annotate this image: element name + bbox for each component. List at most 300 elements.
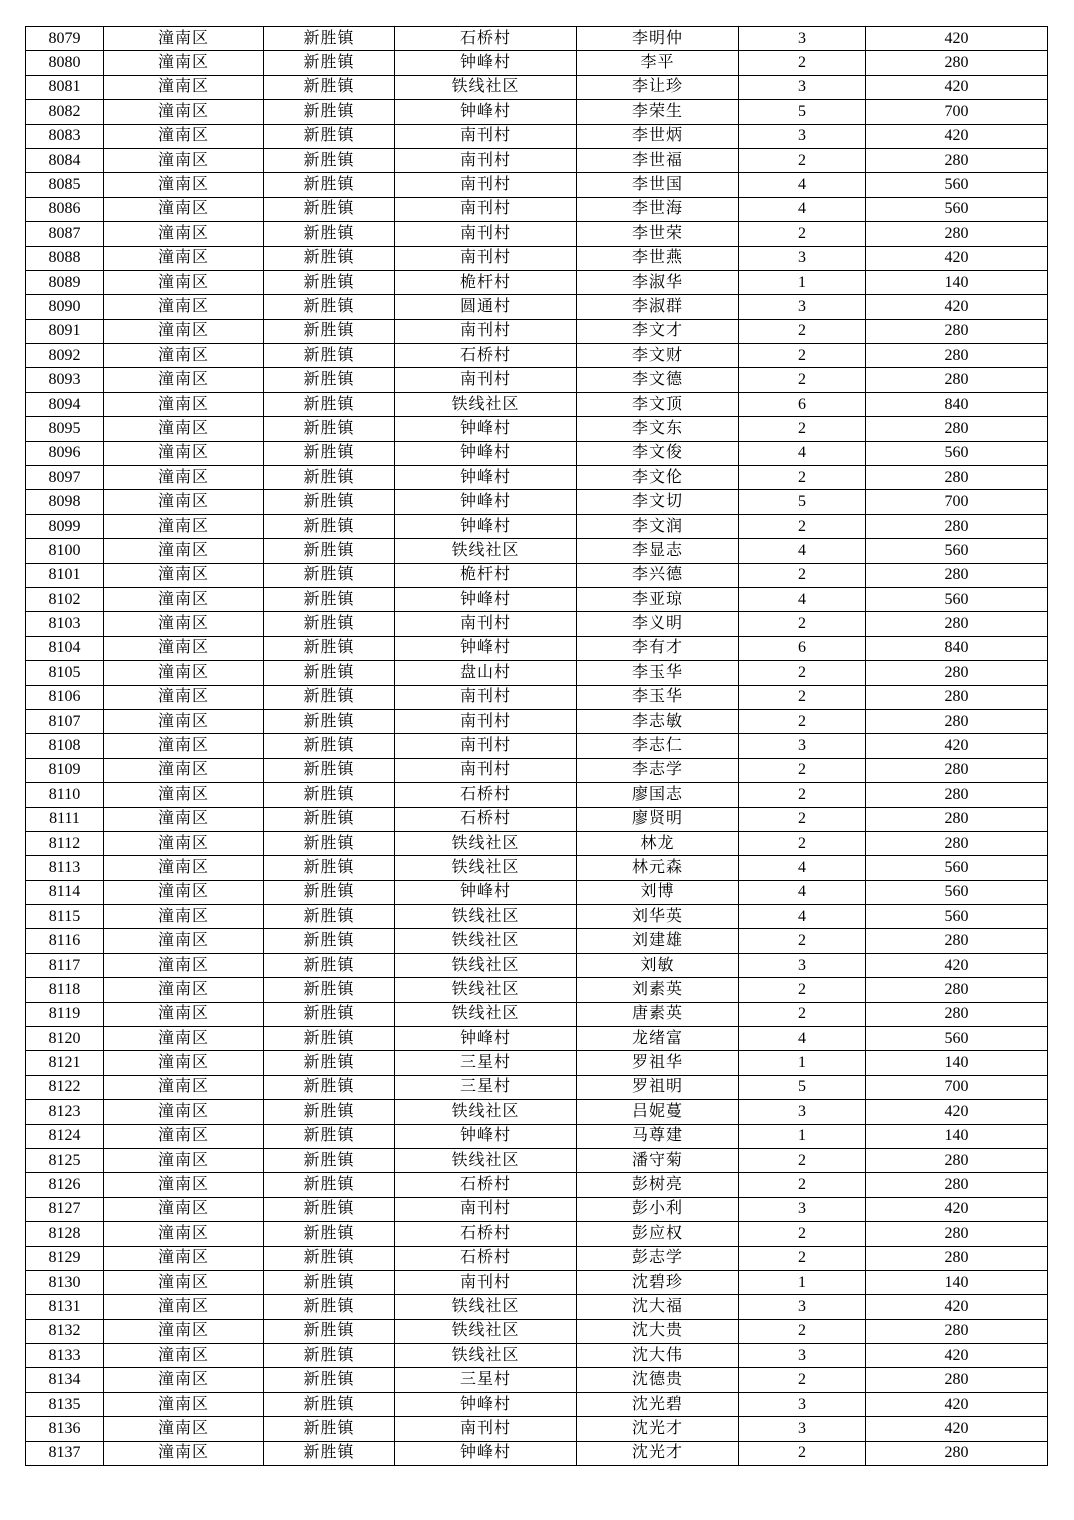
- town-cell: 新胜镇: [264, 392, 395, 416]
- household-count-cell: 3: [739, 1295, 866, 1319]
- person-name-cell: 沈大贵: [577, 1319, 739, 1343]
- village-cell: 石桥村: [395, 1246, 577, 1270]
- person-name-cell: 沈大福: [577, 1295, 739, 1319]
- row-number-cell: 8134: [26, 1368, 104, 1392]
- row-number-cell: 8117: [26, 953, 104, 977]
- household-count-cell: 2: [739, 466, 866, 490]
- row-number-cell: 8103: [26, 612, 104, 636]
- village-cell: 南刊村: [395, 685, 577, 709]
- table-row: [26, 709, 1048, 733]
- amount-cell: 420: [866, 734, 1048, 758]
- amount-cell: 280: [866, 563, 1048, 587]
- village-cell: 钟峰村: [395, 417, 577, 441]
- village-cell: 桅杆村: [395, 270, 577, 294]
- table-row: [26, 246, 1048, 270]
- household-count-cell: 3: [739, 1392, 866, 1416]
- district-cell: 潼南区: [104, 222, 264, 246]
- amount-cell: 560: [866, 587, 1048, 611]
- town-cell: 新胜镇: [264, 27, 395, 51]
- household-count-cell: 2: [739, 978, 866, 1002]
- table-row: [26, 1173, 1048, 1197]
- row-number-cell: 8089: [26, 270, 104, 294]
- amount-cell: 140: [866, 270, 1048, 294]
- town-cell: 新胜镇: [264, 1173, 395, 1197]
- household-count-cell: 1: [739, 270, 866, 294]
- person-name-cell: 林元森: [577, 856, 739, 880]
- row-number-cell: 8107: [26, 709, 104, 733]
- village-cell: 铁线社区: [395, 978, 577, 1002]
- village-cell: 钟峰村: [395, 1124, 577, 1148]
- row-number-cell: 8102: [26, 587, 104, 611]
- table-row: [26, 905, 1048, 929]
- district-cell: 潼南区: [104, 51, 264, 75]
- table-row: [26, 953, 1048, 977]
- person-name-cell: 李有才: [577, 636, 739, 660]
- district-cell: 潼南区: [104, 148, 264, 172]
- person-name-cell: 李亚琼: [577, 587, 739, 611]
- household-count-cell: 2: [739, 222, 866, 246]
- household-count-cell: 3: [739, 124, 866, 148]
- village-cell: 石桥村: [395, 344, 577, 368]
- village-cell: 盘山村: [395, 661, 577, 685]
- household-count-cell: 3: [739, 246, 866, 270]
- town-cell: 新胜镇: [264, 1270, 395, 1294]
- household-count-cell: 4: [739, 441, 866, 465]
- table-row: [26, 392, 1048, 416]
- amount-cell: 140: [866, 1124, 1048, 1148]
- row-number-cell: 8090: [26, 295, 104, 319]
- row-number-cell: 8136: [26, 1417, 104, 1441]
- district-cell: 潼南区: [104, 1027, 264, 1051]
- household-count-cell: 2: [739, 831, 866, 855]
- person-name-cell: 刘建雄: [577, 929, 739, 953]
- town-cell: 新胜镇: [264, 1222, 395, 1246]
- amount-cell: 280: [866, 1246, 1048, 1270]
- row-number-cell: 8105: [26, 661, 104, 685]
- table-row: [26, 490, 1048, 514]
- row-number-cell: 8099: [26, 514, 104, 538]
- row-number-cell: 8098: [26, 490, 104, 514]
- district-cell: 潼南区: [104, 441, 264, 465]
- town-cell: 新胜镇: [264, 953, 395, 977]
- district-cell: 潼南区: [104, 246, 264, 270]
- amount-cell: 420: [866, 124, 1048, 148]
- row-number-cell: 8132: [26, 1319, 104, 1343]
- amount-cell: 280: [866, 1368, 1048, 1392]
- district-cell: 潼南区: [104, 734, 264, 758]
- row-number-cell: 8101: [26, 563, 104, 587]
- row-number-cell: 8112: [26, 831, 104, 855]
- town-cell: 新胜镇: [264, 441, 395, 465]
- table-row: [26, 1417, 1048, 1441]
- household-count-cell: 3: [739, 1197, 866, 1221]
- person-name-cell: 李文财: [577, 344, 739, 368]
- person-name-cell: 沈大伟: [577, 1344, 739, 1368]
- table-row: [26, 173, 1048, 197]
- table-row: [26, 344, 1048, 368]
- row-number-cell: 8083: [26, 124, 104, 148]
- table-row: [26, 1246, 1048, 1270]
- row-number-cell: 8118: [26, 978, 104, 1002]
- household-count-cell: 2: [739, 514, 866, 538]
- amount-cell: 420: [866, 27, 1048, 51]
- table-row: [26, 807, 1048, 831]
- district-cell: 潼南区: [104, 612, 264, 636]
- household-count-cell: 5: [739, 490, 866, 514]
- row-number-cell: 8108: [26, 734, 104, 758]
- table-row: [26, 856, 1048, 880]
- amount-cell: 420: [866, 1197, 1048, 1221]
- household-count-cell: 2: [739, 1002, 866, 1026]
- town-cell: 新胜镇: [264, 856, 395, 880]
- amount-cell: 280: [866, 685, 1048, 709]
- person-name-cell: 李志敏: [577, 709, 739, 733]
- district-cell: 潼南区: [104, 856, 264, 880]
- village-cell: 南刊村: [395, 1197, 577, 1221]
- district-cell: 潼南区: [104, 1222, 264, 1246]
- household-count-cell: 2: [739, 1319, 866, 1343]
- table-row: [26, 100, 1048, 124]
- village-cell: 钟峰村: [395, 514, 577, 538]
- amount-cell: 280: [866, 51, 1048, 75]
- village-cell: 南刊村: [395, 319, 577, 343]
- row-number-cell: 8106: [26, 685, 104, 709]
- town-cell: 新胜镇: [264, 636, 395, 660]
- household-count-cell: 4: [739, 856, 866, 880]
- amount-cell: 560: [866, 1027, 1048, 1051]
- village-cell: 钟峰村: [395, 1027, 577, 1051]
- household-count-cell: 2: [739, 1246, 866, 1270]
- amount-cell: 420: [866, 1100, 1048, 1124]
- district-cell: 潼南区: [104, 1295, 264, 1319]
- amount-cell: 280: [866, 1222, 1048, 1246]
- row-number-cell: 8097: [26, 466, 104, 490]
- table-row: [26, 197, 1048, 221]
- roster-table-body: [26, 27, 1048, 1466]
- district-cell: 潼南区: [104, 563, 264, 587]
- amount-cell: 840: [866, 636, 1048, 660]
- table-row: [26, 1100, 1048, 1124]
- town-cell: 新胜镇: [264, 148, 395, 172]
- person-name-cell: 李显志: [577, 539, 739, 563]
- town-cell: 新胜镇: [264, 1197, 395, 1221]
- person-name-cell: 李文德: [577, 368, 739, 392]
- table-row: [26, 1075, 1048, 1099]
- amount-cell: 140: [866, 1270, 1048, 1294]
- person-name-cell: 李世国: [577, 173, 739, 197]
- table-row: [26, 978, 1048, 1002]
- table-row: [26, 1392, 1048, 1416]
- town-cell: 新胜镇: [264, 685, 395, 709]
- person-name-cell: 沈碧珍: [577, 1270, 739, 1294]
- town-cell: 新胜镇: [264, 587, 395, 611]
- table-row: [26, 1319, 1048, 1343]
- person-name-cell: 李世炳: [577, 124, 739, 148]
- person-name-cell: 沈光才: [577, 1417, 739, 1441]
- household-count-cell: 1: [739, 1124, 866, 1148]
- table-row: [26, 1222, 1048, 1246]
- district-cell: 潼南区: [104, 1075, 264, 1099]
- amount-cell: 420: [866, 1417, 1048, 1441]
- row-number-cell: 8114: [26, 880, 104, 904]
- amount-cell: 280: [866, 978, 1048, 1002]
- amount-cell: 280: [866, 807, 1048, 831]
- town-cell: 新胜镇: [264, 466, 395, 490]
- household-count-cell: 5: [739, 1075, 866, 1099]
- row-number-cell: 8086: [26, 197, 104, 221]
- table-row: [26, 222, 1048, 246]
- table-row: [26, 75, 1048, 99]
- table-row: [26, 685, 1048, 709]
- person-name-cell: 李兴德: [577, 563, 739, 587]
- village-cell: 钟峰村: [395, 490, 577, 514]
- household-count-cell: 4: [739, 173, 866, 197]
- district-cell: 潼南区: [104, 392, 264, 416]
- row-number-cell: 8115: [26, 905, 104, 929]
- table-row: [26, 1368, 1048, 1392]
- town-cell: 新胜镇: [264, 807, 395, 831]
- household-count-cell: 2: [739, 368, 866, 392]
- district-cell: 潼南区: [104, 905, 264, 929]
- person-name-cell: 李玉华: [577, 685, 739, 709]
- district-cell: 潼南区: [104, 880, 264, 904]
- amount-cell: 280: [866, 1173, 1048, 1197]
- town-cell: 新胜镇: [264, 75, 395, 99]
- household-count-cell: 2: [739, 51, 866, 75]
- town-cell: 新胜镇: [264, 758, 395, 782]
- person-name-cell: 李文才: [577, 319, 739, 343]
- town-cell: 新胜镇: [264, 490, 395, 514]
- person-name-cell: 刘博: [577, 880, 739, 904]
- table-row: [26, 880, 1048, 904]
- row-number-cell: 8109: [26, 758, 104, 782]
- person-name-cell: 李文切: [577, 490, 739, 514]
- village-cell: 铁线社区: [395, 1295, 577, 1319]
- district-cell: 潼南区: [104, 1441, 264, 1465]
- district-cell: 潼南区: [104, 1124, 264, 1148]
- table-row: [26, 563, 1048, 587]
- person-name-cell: 李义明: [577, 612, 739, 636]
- town-cell: 新胜镇: [264, 1124, 395, 1148]
- town-cell: 新胜镇: [264, 1100, 395, 1124]
- household-count-cell: 2: [739, 1173, 866, 1197]
- district-cell: 潼南区: [104, 466, 264, 490]
- row-number-cell: 8081: [26, 75, 104, 99]
- household-count-cell: 1: [739, 1051, 866, 1075]
- town-cell: 新胜镇: [264, 1027, 395, 1051]
- table-row: [26, 1197, 1048, 1221]
- roster-table: [25, 26, 1048, 1466]
- table-row: [26, 1295, 1048, 1319]
- row-number-cell: 8080: [26, 51, 104, 75]
- row-number-cell: 8120: [26, 1027, 104, 1051]
- table-row: [26, 1002, 1048, 1026]
- town-cell: 新胜镇: [264, 1319, 395, 1343]
- village-cell: 铁线社区: [395, 1319, 577, 1343]
- table-row: [26, 148, 1048, 172]
- household-count-cell: 2: [739, 709, 866, 733]
- village-cell: 钟峰村: [395, 51, 577, 75]
- district-cell: 潼南区: [104, 685, 264, 709]
- person-name-cell: 李世燕: [577, 246, 739, 270]
- person-name-cell: 罗祖华: [577, 1051, 739, 1075]
- household-count-cell: 2: [739, 612, 866, 636]
- row-number-cell: 8104: [26, 636, 104, 660]
- table-row: [26, 1051, 1048, 1075]
- amount-cell: 140: [866, 1051, 1048, 1075]
- amount-cell: 280: [866, 466, 1048, 490]
- amount-cell: 560: [866, 197, 1048, 221]
- table-row: [26, 929, 1048, 953]
- household-count-cell: 4: [739, 197, 866, 221]
- household-count-cell: 2: [739, 807, 866, 831]
- household-count-cell: 4: [739, 587, 866, 611]
- village-cell: 石桥村: [395, 783, 577, 807]
- district-cell: 潼南区: [104, 319, 264, 343]
- table-row: [26, 783, 1048, 807]
- row-number-cell: 8079: [26, 27, 104, 51]
- district-cell: 潼南区: [104, 783, 264, 807]
- district-cell: 潼南区: [104, 417, 264, 441]
- household-count-cell: 3: [739, 734, 866, 758]
- village-cell: 石桥村: [395, 807, 577, 831]
- row-number-cell: 8119: [26, 1002, 104, 1026]
- person-name-cell: 李淑群: [577, 295, 739, 319]
- household-count-cell: 2: [739, 661, 866, 685]
- table-row: [26, 539, 1048, 563]
- district-cell: 潼南区: [104, 1319, 264, 1343]
- person-name-cell: 李志仁: [577, 734, 739, 758]
- amount-cell: 280: [866, 1148, 1048, 1172]
- district-cell: 潼南区: [104, 27, 264, 51]
- person-name-cell: 李世福: [577, 148, 739, 172]
- district-cell: 潼南区: [104, 270, 264, 294]
- amount-cell: 560: [866, 856, 1048, 880]
- amount-cell: 420: [866, 1295, 1048, 1319]
- amount-cell: 420: [866, 246, 1048, 270]
- district-cell: 潼南区: [104, 1100, 264, 1124]
- household-count-cell: 4: [739, 905, 866, 929]
- town-cell: 新胜镇: [264, 246, 395, 270]
- row-number-cell: 8133: [26, 1344, 104, 1368]
- row-number-cell: 8135: [26, 1392, 104, 1416]
- person-name-cell: 彭小利: [577, 1197, 739, 1221]
- amount-cell: 280: [866, 783, 1048, 807]
- household-count-cell: 3: [739, 295, 866, 319]
- village-cell: 南刊村: [395, 148, 577, 172]
- village-cell: 三星村: [395, 1368, 577, 1392]
- amount-cell: 280: [866, 514, 1048, 538]
- village-cell: 南刊村: [395, 758, 577, 782]
- village-cell: 铁线社区: [395, 929, 577, 953]
- row-number-cell: 8124: [26, 1124, 104, 1148]
- district-cell: 潼南区: [104, 587, 264, 611]
- village-cell: 南刊村: [395, 612, 577, 636]
- town-cell: 新胜镇: [264, 783, 395, 807]
- person-name-cell: 罗祖明: [577, 1075, 739, 1099]
- household-count-cell: 2: [739, 783, 866, 807]
- district-cell: 潼南区: [104, 758, 264, 782]
- amount-cell: 420: [866, 1392, 1048, 1416]
- amount-cell: 560: [866, 905, 1048, 929]
- household-count-cell: 1: [739, 1270, 866, 1294]
- town-cell: 新胜镇: [264, 197, 395, 221]
- village-cell: 钟峰村: [395, 636, 577, 660]
- person-name-cell: 刘敏: [577, 953, 739, 977]
- amount-cell: 700: [866, 1075, 1048, 1099]
- table-row: [26, 636, 1048, 660]
- town-cell: 新胜镇: [264, 368, 395, 392]
- amount-cell: 280: [866, 831, 1048, 855]
- household-count-cell: 2: [739, 929, 866, 953]
- table-row: [26, 514, 1048, 538]
- table-row: [26, 758, 1048, 782]
- village-cell: 三星村: [395, 1051, 577, 1075]
- table-row: [26, 587, 1048, 611]
- row-number-cell: 8130: [26, 1270, 104, 1294]
- amount-cell: 840: [866, 392, 1048, 416]
- table-row: [26, 1270, 1048, 1294]
- table-row: [26, 734, 1048, 758]
- town-cell: 新胜镇: [264, 734, 395, 758]
- household-count-cell: 2: [739, 319, 866, 343]
- household-count-cell: 2: [739, 1441, 866, 1465]
- town-cell: 新胜镇: [264, 1417, 395, 1441]
- district-cell: 潼南区: [104, 368, 264, 392]
- district-cell: 潼南区: [104, 953, 264, 977]
- town-cell: 新胜镇: [264, 880, 395, 904]
- district-cell: 潼南区: [104, 1417, 264, 1441]
- table-row: [26, 124, 1048, 148]
- household-count-cell: 2: [739, 417, 866, 441]
- town-cell: 新胜镇: [264, 514, 395, 538]
- town-cell: 新胜镇: [264, 295, 395, 319]
- village-cell: 南刊村: [395, 222, 577, 246]
- table-row: [26, 270, 1048, 294]
- household-count-cell: 4: [739, 880, 866, 904]
- village-cell: 南刊村: [395, 1270, 577, 1294]
- district-cell: 潼南区: [104, 661, 264, 685]
- row-number-cell: 8129: [26, 1246, 104, 1270]
- table-row: [26, 831, 1048, 855]
- table-row: [26, 1344, 1048, 1368]
- row-number-cell: 8094: [26, 392, 104, 416]
- person-name-cell: 唐素英: [577, 1002, 739, 1026]
- district-cell: 潼南区: [104, 1148, 264, 1172]
- village-cell: 钟峰村: [395, 1392, 577, 1416]
- town-cell: 新胜镇: [264, 1295, 395, 1319]
- town-cell: 新胜镇: [264, 563, 395, 587]
- table-row: [26, 417, 1048, 441]
- row-number-cell: 8096: [26, 441, 104, 465]
- district-cell: 潼南区: [104, 807, 264, 831]
- amount-cell: 280: [866, 709, 1048, 733]
- town-cell: 新胜镇: [264, 1344, 395, 1368]
- person-name-cell: 李世海: [577, 197, 739, 221]
- person-name-cell: 李平: [577, 51, 739, 75]
- row-number-cell: 8116: [26, 929, 104, 953]
- row-number-cell: 8125: [26, 1148, 104, 1172]
- district-cell: 潼南区: [104, 1392, 264, 1416]
- person-name-cell: 李文润: [577, 514, 739, 538]
- table-row: [26, 295, 1048, 319]
- person-name-cell: 沈德贵: [577, 1368, 739, 1392]
- village-cell: 南刊村: [395, 368, 577, 392]
- row-number-cell: 8088: [26, 246, 104, 270]
- village-cell: 铁线社区: [395, 539, 577, 563]
- row-number-cell: 8123: [26, 1100, 104, 1124]
- table-row: [26, 1124, 1048, 1148]
